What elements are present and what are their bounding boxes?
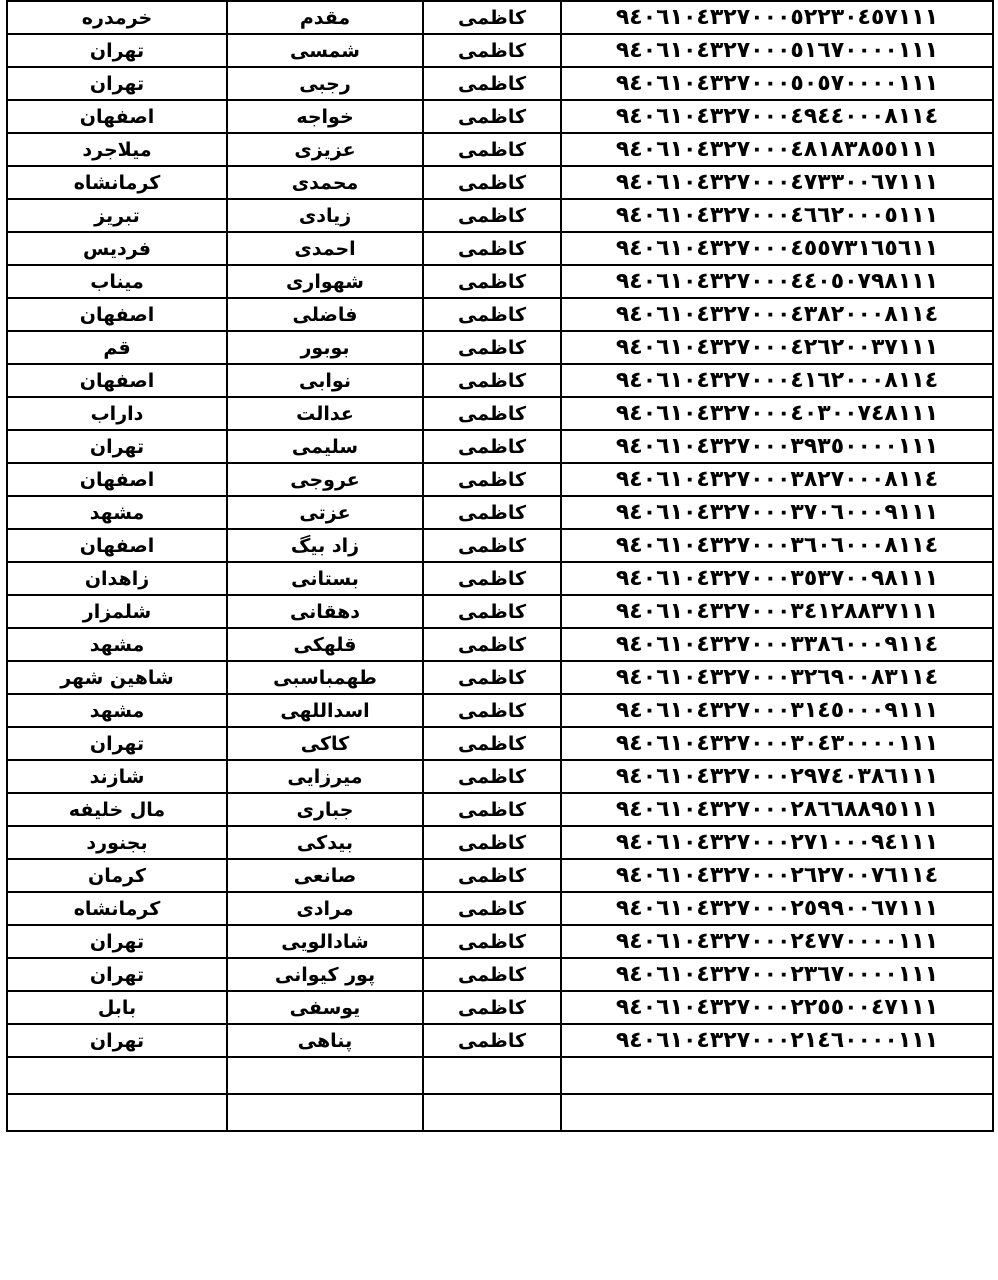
agent-cell: کاظمی: [423, 628, 561, 661]
table-row: [7, 826, 993, 859]
code-cell: ۹٤۰٦۱۰٤۳۲۷۰۰۰۳۷۰٦۰۰۰۹۱۱۱: [561, 496, 993, 529]
table-row: [7, 925, 993, 958]
city-cell: کرمان: [7, 859, 227, 892]
agent-cell: کاظمی: [423, 331, 561, 364]
surname-cell: صانعی: [227, 859, 423, 892]
code-cell: ۹٤۰٦۱۰٤۳۲۷۰۰۰٤۹٤٤۰۰۰۸۱۱٤: [561, 100, 993, 133]
agent-cell: کاظمی: [423, 925, 561, 958]
city-cell: اصفهان: [7, 298, 227, 331]
surname-cell: بوبور: [227, 331, 423, 364]
table-row: [7, 892, 993, 925]
code-cell: ۹٤۰٦۱۰٤۳۲۷۰۰۰۲٥۹۹۰۰٦۷۱۱۱: [561, 892, 993, 925]
code-cell: ۹٤۰٦۱۰٤۳۲۷۰۰۰۳۸۲۷۰۰۰۸۱۱٤: [561, 463, 993, 496]
city-cell: اصفهان: [7, 100, 227, 133]
city-cell: بابل: [7, 991, 227, 1024]
agent-cell: کاظمی: [423, 430, 561, 463]
agent-cell: کاظمی: [423, 727, 561, 760]
city-cell: شازند: [7, 760, 227, 793]
agent-cell: کاظمی: [423, 265, 561, 298]
agent-cell: کاظمی: [423, 595, 561, 628]
surname-cell: پناهی: [227, 1024, 423, 1057]
agent-cell: کاظمی: [423, 694, 561, 727]
surname-cell: شمسی: [227, 34, 423, 67]
surname-cell: یوسفی: [227, 991, 423, 1024]
table-row: [7, 562, 993, 595]
city-cell: تبریز: [7, 199, 227, 232]
table-row: [7, 100, 993, 133]
table-row: [7, 232, 993, 265]
agent-cell: کاظمی: [423, 298, 561, 331]
agent-cell: [423, 1094, 561, 1131]
surname-cell: خواجه: [227, 100, 423, 133]
surname-cell: دهقانی: [227, 595, 423, 628]
surname-cell: قلهکی: [227, 628, 423, 661]
table-row: [7, 331, 993, 364]
table-row: [7, 397, 993, 430]
code-cell: ۹٤۰٦۱۰٤۳۲۷۰۰۰۳۳۸٦۰۰۰۹۱۱٤: [561, 628, 993, 661]
agent-cell: کاظمی: [423, 67, 561, 100]
code-cell: ۹٤۰٦۱۰٤۳۲۷۰۰۰٤۲٦۲۰۰۳۷۱۱۱: [561, 331, 993, 364]
surname-cell: زیادی: [227, 199, 423, 232]
code-cell: ۹٤۰٦۱۰٤۳۲۷۰۰۰۲۹۷٤۰۳۸٦۱۱۱: [561, 760, 993, 793]
table-row: [7, 661, 993, 694]
surname-cell: [227, 1094, 423, 1131]
surname-cell: زاد بیگ: [227, 529, 423, 562]
table-row: [7, 34, 993, 67]
table-row: [7, 1024, 993, 1057]
city-cell: تهران: [7, 430, 227, 463]
code-cell: ۹٤۰٦۱۰٤۳۲۷۰۰۰۳۰٤۳۰۰۰۰۱۱۱: [561, 727, 993, 760]
surname-cell: شهواری: [227, 265, 423, 298]
agent-cell: کاظمی: [423, 199, 561, 232]
city-cell: شاهین شهر: [7, 661, 227, 694]
empty-table-row: [7, 1094, 993, 1131]
surname-cell: جباری: [227, 793, 423, 826]
code-cell: ۹٤۰٦۱۰٤۳۲۷۰۰۰٤۷۳۳۰۰٦۷۱۱۱: [561, 166, 993, 199]
code-cell: ۹٤۰٦۱۰٤۳۲۷۰۰۰۳۹۳٥۰۰۰۰۱۱۱: [561, 430, 993, 463]
agent-cell: کاظمی: [423, 100, 561, 133]
code-cell: ۹٤۰٦۱۰٤۳۲۷۰۰۰۲۷۱۰۰۰۹٤۱۱۱: [561, 826, 993, 859]
city-cell: میلاجرد: [7, 133, 227, 166]
agent-cell: کاظمی: [423, 991, 561, 1024]
city-cell: قم: [7, 331, 227, 364]
agent-cell: [423, 1057, 561, 1094]
code-cell: ۹٤۰٦۱۰٤۳۲۷۰۰۰۳۱٤٥۰۰۰۹۱۱۱: [561, 694, 993, 727]
city-cell: تهران: [7, 958, 227, 991]
city-cell: مشهد: [7, 694, 227, 727]
code-cell: ۹٤۰٦۱۰٤۳۲۷۰۰۰۳٤۱۲۸۸۳۷۱۱۱: [561, 595, 993, 628]
surname-cell: مقدم: [227, 1, 423, 34]
table-row: [7, 958, 993, 991]
surname-cell: [227, 1057, 423, 1094]
agent-cell: کاظمی: [423, 496, 561, 529]
code-cell: ۹٤۰٦۱۰٤۳۲۷۰۰۰۲٤۷۷۰۰۰۰۱۱۱: [561, 925, 993, 958]
city-cell: تهران: [7, 925, 227, 958]
surname-cell: عزیزی: [227, 133, 423, 166]
table-row: [7, 859, 993, 892]
city-cell: [7, 1057, 227, 1094]
agent-cell: کاظمی: [423, 529, 561, 562]
code-cell: ۹٤۰٦۱۰٤۳۲۷۰۰۰٤٥٥۷۳۱٦٥٦۱۱: [561, 232, 993, 265]
surname-cell: بیدکی: [227, 826, 423, 859]
surname-cell: طهمباسبی: [227, 661, 423, 694]
table-row: [7, 364, 993, 397]
agent-cell: کاظمی: [423, 463, 561, 496]
code-cell: ۹٤۰٦۱۰٤۳۲۷۰۰۰٤۸۱۸۳۸٥٥۱۱۱: [561, 133, 993, 166]
code-cell: [561, 1057, 993, 1094]
agent-cell: کاظمی: [423, 397, 561, 430]
table-row: [7, 727, 993, 760]
code-cell: ۹٤۰٦۱۰٤۳۲۷۰۰۰۲٦۲۷۰۰۷٦۱۱٤: [561, 859, 993, 892]
city-cell: اصفهان: [7, 529, 227, 562]
agent-cell: کاظمی: [423, 133, 561, 166]
agent-cell: کاظمی: [423, 166, 561, 199]
code-cell: ۹٤۰٦۱۰٤۳۲۷۰۰۰۳٦۰٦۰۰۰۸۱۱٤: [561, 529, 993, 562]
agent-cell: کاظمی: [423, 892, 561, 925]
code-cell: ۹٤۰٦۱۰٤۳۲۷۰۰۰۳۲٦۹۰۰۸۳۱۱٤: [561, 661, 993, 694]
agent-cell: کاظمی: [423, 859, 561, 892]
table-row: [7, 760, 993, 793]
city-cell: اصفهان: [7, 364, 227, 397]
table-row: [7, 628, 993, 661]
surname-cell: اسداللهی: [227, 694, 423, 727]
code-cell: [561, 1094, 993, 1131]
surname-cell: سلیمی: [227, 430, 423, 463]
surname-cell: پور کیوانی: [227, 958, 423, 991]
agent-cell: کاظمی: [423, 661, 561, 694]
table-row: [7, 430, 993, 463]
table-row: [7, 595, 993, 628]
empty-table-row: [7, 1057, 993, 1094]
agent-cell: کاظمی: [423, 562, 561, 595]
city-cell: مشهد: [7, 496, 227, 529]
surname-cell: فاضلی: [227, 298, 423, 331]
code-cell: ۹٤۰٦۱۰٤۳۲۷۰۰۰۲۱٤٦۰۰۰۰۱۱۱: [561, 1024, 993, 1057]
table-row: [7, 133, 993, 166]
code-cell: ۹٤۰٦۱۰٤۳۲۷۰۰۰۲۸٦٦۸۸۹٥۱۱۱: [561, 793, 993, 826]
agent-cell: کاظمی: [423, 958, 561, 991]
agent-cell: کاظمی: [423, 1024, 561, 1057]
code-cell: ۹٤۰٦۱۰٤۳۲۷۰۰۰٥۲۲۳۰٤٥۷۱۱۱: [561, 1, 993, 34]
code-cell: ۹٤۰٦۱۰٤۳۲۷۰۰۰٤۰۳۰۰۷٤۸۱۱۱: [561, 397, 993, 430]
city-cell: شلمزار: [7, 595, 227, 628]
surname-cell: محمدی: [227, 166, 423, 199]
agent-cell: کاظمی: [423, 760, 561, 793]
code-cell: ۹٤۰٦۱۰٤۳۲۷۰۰۰۲۲٥٥۰۰٤۷۱۱۱: [561, 991, 993, 1024]
table-row: [7, 463, 993, 496]
table-row: [7, 793, 993, 826]
records-table: [6, 0, 994, 1132]
code-cell: ۹٤۰٦۱۰٤۳۲۷۰۰۰۳٥۳۷۰۰۹۸۱۱۱: [561, 562, 993, 595]
surname-cell: بستانی: [227, 562, 423, 595]
surname-cell: عزتی: [227, 496, 423, 529]
code-cell: ۹٤۰٦۱۰٤۳۲۷۰۰۰٤٤۰٥۰۷۹۸۱۱۱: [561, 265, 993, 298]
city-cell: مال خلیفه: [7, 793, 227, 826]
agent-cell: کاظمی: [423, 1, 561, 34]
city-cell: کرمانشاه: [7, 166, 227, 199]
surname-cell: عدالت: [227, 397, 423, 430]
table-row: [7, 199, 993, 232]
city-cell: [7, 1094, 227, 1131]
table-row: [7, 298, 993, 331]
city-cell: اصفهان: [7, 463, 227, 496]
city-cell: تهران: [7, 67, 227, 100]
city-cell: خرمدره: [7, 1, 227, 34]
city-cell: میناب: [7, 265, 227, 298]
surname-cell: نوابی: [227, 364, 423, 397]
table-row: [7, 166, 993, 199]
agent-cell: کاظمی: [423, 364, 561, 397]
table-row: [7, 67, 993, 100]
surname-cell: شادالویی: [227, 925, 423, 958]
city-cell: فردیس: [7, 232, 227, 265]
table-row: [7, 694, 993, 727]
city-cell: کرمانشاه: [7, 892, 227, 925]
table-row: [7, 991, 993, 1024]
code-cell: ۹٤۰٦۱۰٤۳۲۷۰۰۰٤۳۸۲۰۰۰۸۱۱٤: [561, 298, 993, 331]
city-cell: تهران: [7, 727, 227, 760]
city-cell: تهران: [7, 34, 227, 67]
code-cell: ۹٤۰٦۱۰٤۳۲۷۰۰۰٥۱٦۷۰۰۰۰۱۱۱: [561, 34, 993, 67]
code-cell: ۹٤۰٦۱۰٤۳۲۷۰۰۰٤۱٦۲۰۰۰۸۱۱٤: [561, 364, 993, 397]
surname-cell: عروجی: [227, 463, 423, 496]
agent-cell: کاظمی: [423, 793, 561, 826]
city-cell: داراب: [7, 397, 227, 430]
city-cell: زاهدان: [7, 562, 227, 595]
city-cell: تهران: [7, 1024, 227, 1057]
table-row: [7, 1, 993, 34]
surname-cell: میرزایی: [227, 760, 423, 793]
code-cell: ۹٤۰٦۱۰٤۳۲۷۰۰۰٥۰٥۷۰۰۰۰۱۱۱: [561, 67, 993, 100]
agent-cell: کاظمی: [423, 34, 561, 67]
document-sheet: [6, 0, 992, 1132]
city-cell: بجنورد: [7, 826, 227, 859]
city-cell: مشهد: [7, 628, 227, 661]
code-cell: ۹٤۰٦۱۰٤۳۲۷۰۰۰٤٦٦۲۰۰۰٥۱۱۱: [561, 199, 993, 232]
table-row: [7, 529, 993, 562]
surname-cell: رجبی: [227, 67, 423, 100]
table-row: [7, 496, 993, 529]
code-cell: ۹٤۰٦۱۰٤۳۲۷۰۰۰۲۳٦۷۰۰۰۰۱۱۱: [561, 958, 993, 991]
surname-cell: احمدی: [227, 232, 423, 265]
surname-cell: کاکی: [227, 727, 423, 760]
table-row: [7, 265, 993, 298]
surname-cell: مرادی: [227, 892, 423, 925]
agent-cell: کاظمی: [423, 232, 561, 265]
agent-cell: کاظمی: [423, 826, 561, 859]
records-table-body: [7, 1, 993, 1131]
